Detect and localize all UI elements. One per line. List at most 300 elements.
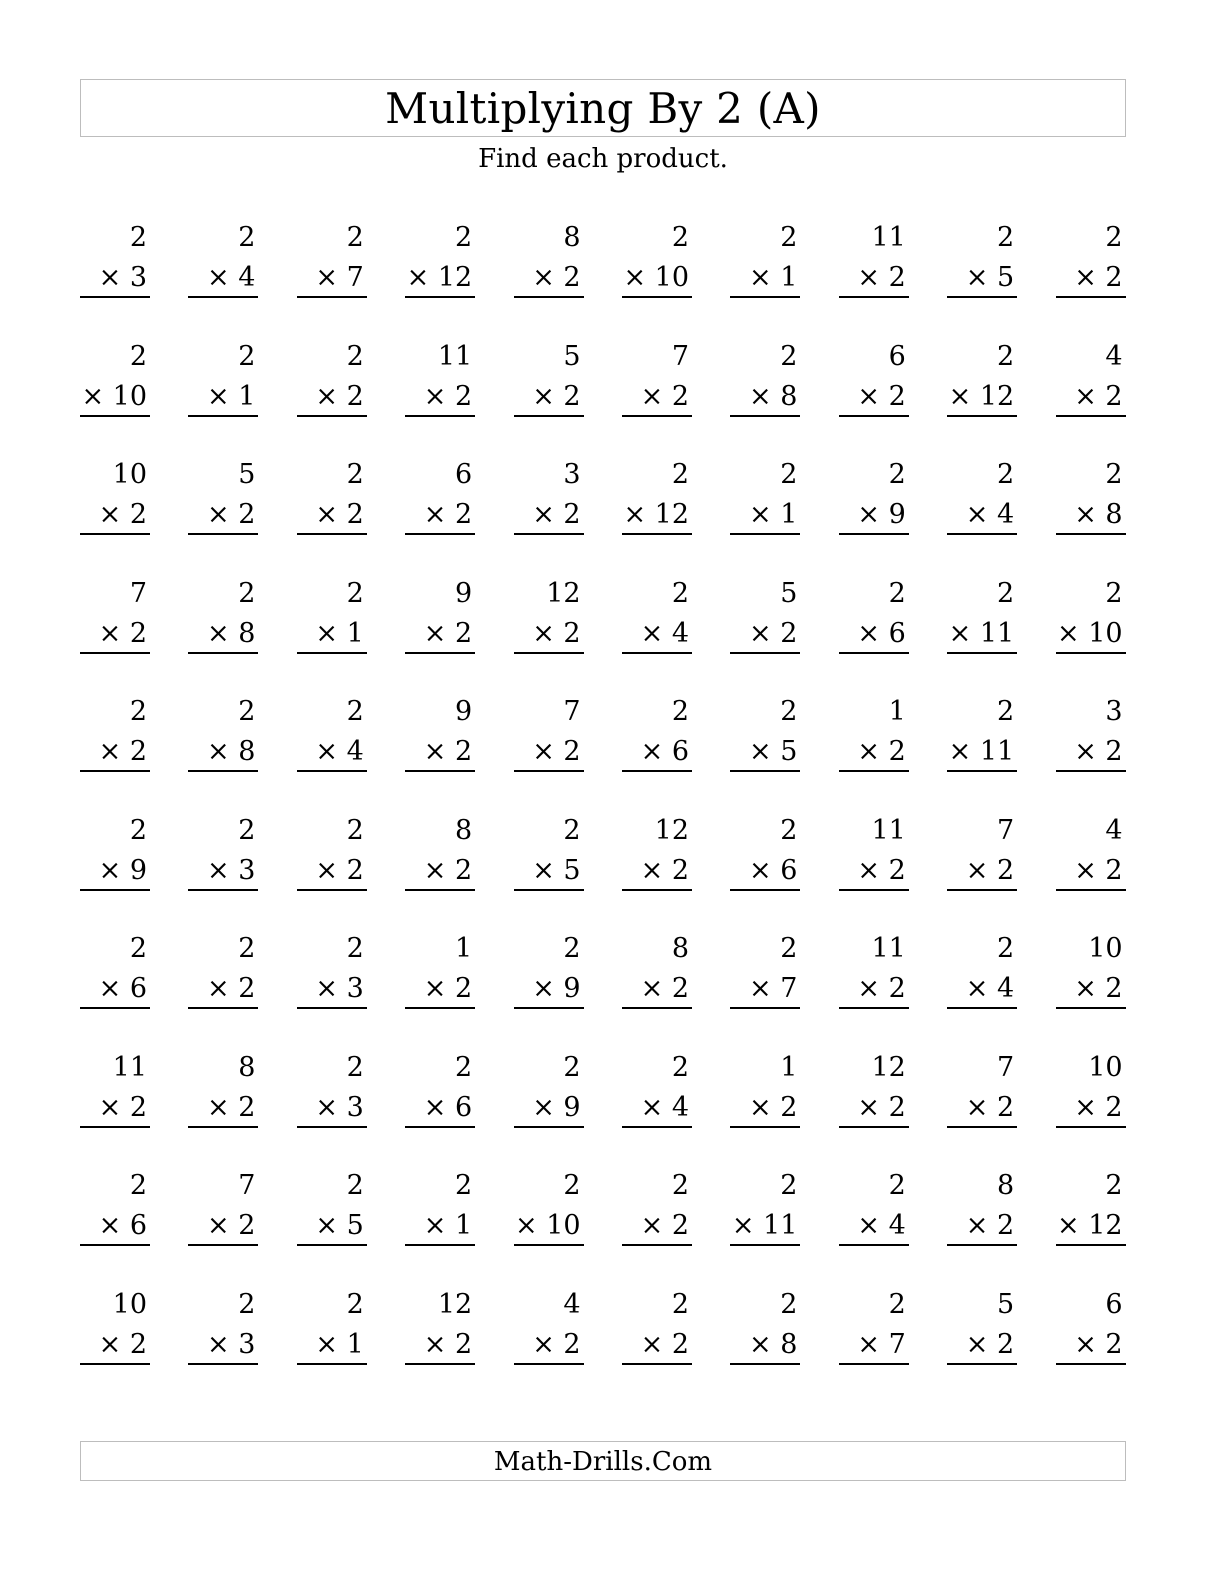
multiplicand: 2 [671, 459, 689, 490]
problem [622, 337, 692, 417]
multiplicand: 2 [888, 577, 906, 609]
problem [947, 337, 1017, 417]
multiplicand: 6 [455, 459, 473, 490]
problem [514, 1166, 584, 1246]
multiplier: × 2 [80, 1088, 150, 1128]
multiplicand: 2 [671, 222, 689, 253]
multiplicand: 7 [238, 1170, 256, 1201]
problem [730, 811, 800, 891]
multiplier: × 2 [188, 1088, 258, 1128]
problem [622, 1166, 692, 1246]
multiplier: × 2 [1056, 377, 1126, 417]
problem [405, 1285, 475, 1365]
multiplicand: 2 [780, 933, 798, 964]
multiplicand: 2 [780, 1288, 798, 1320]
multiplier: × 3 [80, 258, 150, 298]
problem [730, 455, 800, 535]
multiplier: × 2 [514, 1325, 584, 1365]
problem-row [80, 929, 1126, 1048]
multiplicand: 2 [346, 814, 364, 846]
footer-site: Math-Drills.Com [493, 1447, 713, 1477]
problem [947, 574, 1017, 654]
multiplier: × 2 [188, 969, 258, 1009]
problem [1056, 929, 1126, 1009]
multiplier: × 1 [297, 614, 367, 654]
problem [188, 1048, 258, 1128]
problem [839, 455, 909, 535]
multiplier: × 2 [405, 969, 475, 1009]
multiplier: × 2 [80, 495, 150, 535]
multiplier: × 2 [1056, 1088, 1126, 1128]
multiplicand: 12 [654, 814, 689, 846]
multiplier: × 4 [622, 614, 692, 654]
multiplicand: 2 [780, 340, 798, 372]
multiplicand: 2 [238, 577, 256, 609]
problem-row [80, 692, 1126, 811]
problem [405, 1048, 475, 1128]
multiplicand: 2 [129, 814, 147, 846]
multiplicand: 2 [780, 814, 798, 846]
multiplier: × 2 [80, 732, 150, 772]
multiplier: × 2 [1056, 969, 1126, 1009]
multiplier: × 4 [839, 1206, 909, 1246]
multiplier: × 2 [188, 1206, 258, 1246]
problem [297, 1048, 367, 1128]
multiplicand: 10 [1088, 933, 1123, 964]
multiplier: × 8 [188, 614, 258, 654]
multiplier: × 4 [297, 732, 367, 772]
problem [839, 1285, 909, 1365]
problem [297, 692, 367, 772]
multiplier: × 8 [1056, 495, 1126, 535]
multiplicand: 2 [129, 696, 147, 727]
problem [188, 337, 258, 417]
multiplier: × 6 [80, 969, 150, 1009]
multiplicand: 7 [563, 696, 581, 727]
multiplier: × 6 [80, 1206, 150, 1246]
problem [730, 929, 800, 1009]
problem [1056, 692, 1126, 772]
problem [297, 1285, 367, 1365]
multiplier: × 9 [514, 1088, 584, 1128]
multiplicand: 2 [563, 1051, 581, 1083]
problem [839, 1166, 909, 1246]
multiplicand: 9 [455, 577, 473, 609]
problem [188, 811, 258, 891]
problem [839, 811, 909, 891]
multiplicand: 11 [112, 1051, 147, 1083]
multiplicand: 7 [671, 340, 689, 372]
multiplier: × 7 [297, 258, 367, 298]
multiplicand: 2 [997, 696, 1015, 727]
multiplier: × 2 [514, 495, 584, 535]
problem [514, 218, 584, 298]
problem [80, 574, 150, 654]
multiplier: × 2 [839, 1088, 909, 1128]
multiplicand: 2 [671, 577, 689, 609]
multiplicand: 1 [455, 933, 473, 964]
multiplicand: 2 [888, 1170, 906, 1201]
problem [188, 455, 258, 535]
problem [947, 455, 1017, 535]
multiplicand: 2 [563, 1170, 581, 1201]
problem [839, 1048, 909, 1128]
multiplicand: 2 [671, 1051, 689, 1083]
multiplier: × 10 [514, 1206, 584, 1246]
multiplicand: 2 [346, 933, 364, 964]
problem [297, 337, 367, 417]
multiplicand: 2 [563, 814, 581, 846]
footer-box [80, 1441, 1126, 1481]
multiplicand: 12 [871, 1051, 906, 1083]
multiplier: × 5 [947, 258, 1017, 298]
multiplicand: 2 [780, 696, 798, 727]
problem [188, 692, 258, 772]
multiplicand: 12 [546, 577, 581, 609]
problem [839, 574, 909, 654]
multiplier: × 2 [405, 495, 475, 535]
multiplier: × 5 [514, 851, 584, 891]
problem [188, 1285, 258, 1365]
multiplier: × 3 [297, 1088, 367, 1128]
multiplier: × 2 [622, 1325, 692, 1365]
problem [297, 1166, 367, 1246]
multiplicand: 1 [888, 696, 906, 727]
problem-row [80, 337, 1126, 456]
problem [622, 1285, 692, 1365]
multiplicand: 2 [238, 933, 256, 964]
multiplicand: 2 [780, 222, 798, 253]
problem [188, 929, 258, 1009]
multiplier: × 2 [947, 1206, 1017, 1246]
multiplier: × 5 [297, 1206, 367, 1246]
multiplicand: 2 [346, 696, 364, 727]
problem [730, 692, 800, 772]
problem [405, 811, 475, 891]
multiplicand: 5 [997, 1288, 1015, 1320]
multiplicand: 2 [129, 1170, 147, 1201]
multiplier: × 2 [622, 1206, 692, 1246]
problem [80, 929, 150, 1009]
problem [514, 1285, 584, 1365]
multiplier: × 11 [730, 1206, 800, 1246]
multiplicand: 8 [563, 222, 581, 253]
problem [730, 1048, 800, 1128]
multiplier: × 1 [188, 377, 258, 417]
problem-row [80, 218, 1126, 337]
multiplier: × 7 [730, 969, 800, 1009]
multiplicand: 5 [563, 340, 581, 372]
problem [80, 337, 150, 417]
multiplier: × 2 [405, 1325, 475, 1365]
problem [1056, 218, 1126, 298]
multiplicand: 2 [455, 1051, 473, 1083]
multiplicand: 2 [671, 1170, 689, 1201]
problem [297, 455, 367, 535]
multiplicand: 2 [997, 933, 1015, 964]
multiplier: × 1 [730, 258, 800, 298]
multiplicand: 7 [129, 577, 147, 609]
multiplier: × 10 [80, 377, 150, 417]
multiplier: × 4 [947, 969, 1017, 1009]
multiplier: × 2 [622, 377, 692, 417]
multiplier: × 2 [730, 1088, 800, 1128]
problem [80, 1285, 150, 1365]
problem [188, 218, 258, 298]
problem [730, 218, 800, 298]
problem [297, 218, 367, 298]
problem [188, 1166, 258, 1246]
multiplicand: 2 [563, 933, 581, 964]
multiplicand: 11 [871, 933, 906, 964]
multiplicand: 2 [1105, 1170, 1123, 1201]
multiplier: × 2 [730, 614, 800, 654]
multiplier: × 2 [839, 732, 909, 772]
multiplier: × 10 [622, 258, 692, 298]
multiplicand: 11 [871, 222, 906, 253]
multiplicand: 2 [455, 1170, 473, 1201]
multiplicand: 2 [1105, 222, 1123, 253]
multiplier: × 4 [188, 258, 258, 298]
multiplier: × 9 [80, 851, 150, 891]
multiplier: × 2 [947, 1325, 1017, 1365]
problem [80, 811, 150, 891]
multiplicand: 2 [997, 459, 1015, 490]
multiplicand: 7 [997, 1051, 1015, 1083]
multiplier: × 2 [1056, 851, 1126, 891]
problem [947, 692, 1017, 772]
problem [297, 811, 367, 891]
problem [947, 811, 1017, 891]
multiplicand: 2 [455, 222, 473, 253]
multiplicand: 12 [437, 1288, 473, 1320]
multiplier: × 2 [405, 614, 475, 654]
problem-row [80, 1048, 1126, 1167]
problem [622, 811, 692, 891]
multiplicand: 8 [238, 1051, 256, 1083]
multiplicand: 2 [129, 222, 147, 253]
problem [1056, 1166, 1126, 1246]
problem-row [80, 574, 1126, 693]
problem [622, 574, 692, 654]
multiplicand: 1 [780, 1051, 798, 1083]
problem [514, 337, 584, 417]
multiplicand: 2 [238, 814, 256, 846]
multiplicand: 6 [888, 340, 906, 372]
problem [622, 1048, 692, 1128]
problem [80, 218, 150, 298]
problem [188, 574, 258, 654]
multiplicand: 4 [1105, 340, 1123, 372]
problem [1056, 1048, 1126, 1128]
multiplicand: 2 [346, 577, 364, 609]
title-box [80, 79, 1126, 137]
multiplicand: 6 [1105, 1288, 1123, 1320]
multiplier: × 12 [622, 495, 692, 535]
problem [1056, 337, 1126, 417]
multiplicand: 2 [129, 933, 147, 964]
page-title: Multiplying By 2 (A) [385, 84, 821, 133]
multiplier: × 1 [730, 495, 800, 535]
problem [80, 1166, 150, 1246]
problem [622, 455, 692, 535]
multiplicand: 5 [780, 577, 798, 609]
multiplier: × 2 [622, 969, 692, 1009]
problem [839, 692, 909, 772]
multiplicand: 10 [1088, 1051, 1123, 1083]
multiplicand: 11 [871, 814, 906, 846]
problem [405, 1166, 475, 1246]
multiplier: × 2 [1056, 732, 1126, 772]
multiplicand: 10 [112, 459, 147, 490]
problem-row [80, 1166, 1126, 1285]
problem [405, 929, 475, 1009]
problem [947, 218, 1017, 298]
multiplier: × 2 [405, 732, 475, 772]
multiplier: × 3 [188, 851, 258, 891]
multiplier: × 2 [297, 495, 367, 535]
multiplier: × 2 [1056, 1325, 1126, 1365]
multiplier: × 3 [297, 969, 367, 1009]
problem [1056, 574, 1126, 654]
problem [730, 1285, 800, 1365]
multiplier: × 2 [839, 851, 909, 891]
multiplier: × 4 [622, 1088, 692, 1128]
multiplicand: 9 [455, 696, 473, 727]
multiplier: × 11 [947, 732, 1017, 772]
multiplier: × 6 [839, 614, 909, 654]
problem [730, 574, 800, 654]
multiplicand: 2 [346, 1051, 364, 1083]
multiplicand: 2 [346, 459, 364, 490]
multiplier: × 2 [514, 377, 584, 417]
problem-grid [80, 218, 1126, 1403]
multiplicand: 2 [238, 340, 256, 372]
multiplicand: 2 [346, 1288, 364, 1320]
problem [405, 692, 475, 772]
multiplicand: 2 [238, 1288, 256, 1320]
multiplicand: 10 [112, 1288, 147, 1320]
problem [405, 218, 475, 298]
multiplier: × 2 [405, 851, 475, 891]
multiplier: × 2 [405, 377, 475, 417]
multiplier: × 2 [514, 614, 584, 654]
multiplicand: 2 [997, 340, 1015, 372]
problem [839, 929, 909, 1009]
multiplier: × 9 [514, 969, 584, 1009]
problem [1056, 811, 1126, 891]
multiplier: × 1 [405, 1206, 475, 1246]
problem [1056, 455, 1126, 535]
multiplier: × 12 [947, 377, 1017, 417]
problem-row [80, 1285, 1126, 1404]
multiplicand: 8 [455, 814, 473, 846]
multiplier: × 2 [839, 969, 909, 1009]
problem [514, 929, 584, 1009]
problem [622, 692, 692, 772]
multiplicand: 7 [997, 814, 1015, 846]
multiplier: × 12 [405, 258, 475, 298]
multiplicand: 2 [997, 577, 1015, 609]
problem [839, 337, 909, 417]
multiplicand: 2 [780, 1170, 798, 1201]
problem-row [80, 811, 1126, 930]
multiplier: × 8 [730, 377, 800, 417]
multiplicand: 4 [1105, 814, 1123, 846]
multiplier: × 2 [80, 1325, 150, 1365]
multiplicand: 8 [997, 1170, 1015, 1201]
problem [405, 337, 475, 417]
problem [514, 455, 584, 535]
multiplicand: 8 [671, 933, 689, 964]
problem [1056, 1285, 1126, 1365]
problem [947, 1048, 1017, 1128]
multiplicand: 2 [780, 459, 798, 490]
problem [80, 455, 150, 535]
multiplier: × 8 [188, 732, 258, 772]
problem [297, 574, 367, 654]
problem [622, 218, 692, 298]
multiplicand: 2 [671, 1288, 689, 1320]
multiplicand: 5 [238, 459, 256, 490]
multiplier: × 2 [514, 732, 584, 772]
multiplier: × 11 [947, 614, 1017, 654]
multiplier: × 5 [730, 732, 800, 772]
multiplier: × 2 [947, 851, 1017, 891]
multiplier: × 2 [297, 851, 367, 891]
multiplicand: 2 [888, 459, 906, 490]
multiplicand: 2 [1105, 577, 1123, 609]
multiplier: × 2 [839, 377, 909, 417]
multiplier: × 2 [297, 377, 367, 417]
problem [80, 1048, 150, 1128]
multiplier: × 4 [947, 495, 1017, 535]
problem [947, 929, 1017, 1009]
multiplicand: 2 [1105, 459, 1123, 490]
multiplier: × 8 [730, 1325, 800, 1365]
multiplicand: 2 [997, 222, 1015, 253]
multiplicand: 2 [671, 696, 689, 727]
problem [297, 929, 367, 1009]
multiplier: × 2 [839, 258, 909, 298]
multiplicand: 2 [238, 696, 256, 727]
problem [405, 574, 475, 654]
multiplier: × 2 [947, 1088, 1017, 1128]
multiplicand: 2 [346, 1170, 364, 1201]
problem [514, 692, 584, 772]
multiplier: × 2 [188, 495, 258, 535]
problem [730, 1166, 800, 1246]
problem [80, 692, 150, 772]
multiplicand: 4 [563, 1288, 581, 1320]
multiplier: × 6 [405, 1088, 475, 1128]
problem [514, 811, 584, 891]
multiplier: × 6 [622, 732, 692, 772]
multiplier: × 2 [622, 851, 692, 891]
multiplicand: 3 [563, 459, 581, 490]
problem [622, 929, 692, 1009]
problem [839, 218, 909, 298]
problem-row [80, 455, 1126, 574]
problem [730, 337, 800, 417]
multiplicand: 2 [346, 340, 364, 372]
multiplier: × 2 [514, 258, 584, 298]
multiplier: × 3 [188, 1325, 258, 1365]
multiplier: × 7 [839, 1325, 909, 1365]
multiplicand: 3 [1105, 696, 1123, 727]
multiplier: × 2 [80, 614, 150, 654]
multiplier: × 1 [297, 1325, 367, 1365]
